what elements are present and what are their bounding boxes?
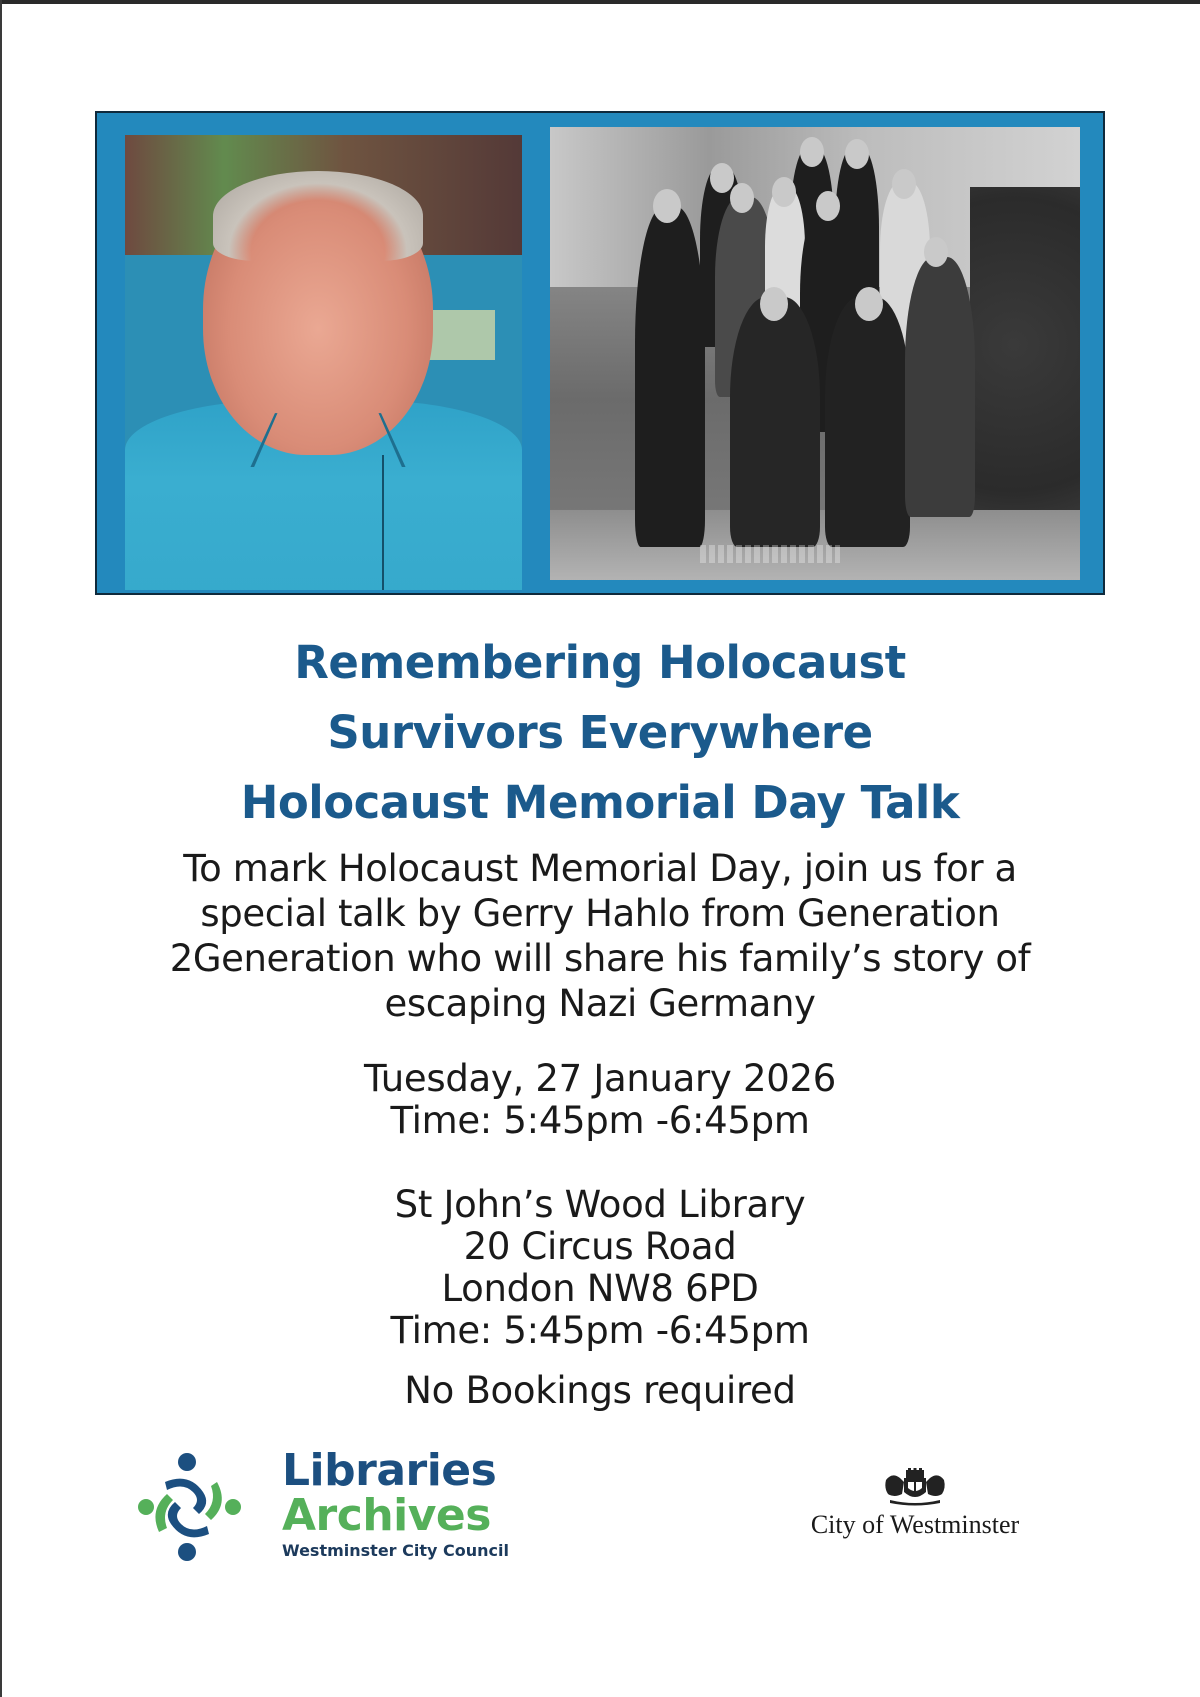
figure-face <box>730 183 754 213</box>
photo-frame <box>95 111 1105 595</box>
libraries-archives-logo <box>137 1445 517 1568</box>
description-line: special talk by Gerry Hahlo from Generation <box>200 892 1000 935</box>
figure <box>635 207 705 547</box>
figure-face <box>816 191 840 221</box>
booking-note: No Bookings required <box>404 1369 796 1412</box>
westminster-name: City of Westminster <box>810 1510 1020 1539</box>
figure-standing <box>905 257 975 517</box>
logo-libraries-word: Libraries <box>282 1445 497 1496</box>
figure-seated <box>825 297 910 547</box>
logo-archives-word: Archives <box>282 1490 491 1541</box>
figure-face <box>800 137 824 167</box>
figure-face <box>653 189 681 223</box>
figure-face <box>892 169 916 199</box>
booking-note-block <box>0 1370 1200 1412</box>
figure-face <box>924 237 948 267</box>
event-date: Tuesday, 27 January 2026 <box>364 1057 836 1100</box>
venue-city-postcode: London NW8 6PD <box>441 1267 759 1310</box>
description-line: escaping Nazi Germany <box>384 982 816 1025</box>
city-of-westminster-logo <box>770 1468 1060 1538</box>
photo-caption-decoration <box>700 545 840 563</box>
portrait-hair <box>213 171 423 261</box>
title-line-2: Survivors Everywhere <box>327 706 873 759</box>
description-line: To mark Holocaust Memorial Day, join us for a <box>183 847 1017 890</box>
title-line-1: Remembering Holocaust <box>294 636 906 689</box>
figure-face <box>760 287 788 321</box>
event-date-block <box>0 1058 1200 1142</box>
venue-time: Time: 5:45pm -6:45pm <box>390 1309 810 1352</box>
event-description <box>0 846 1200 1026</box>
family-group-photo <box>550 127 1080 580</box>
portrait-photo <box>125 135 522 590</box>
figure-face <box>845 139 869 169</box>
figure-face <box>855 287 883 321</box>
title-line-3: Holocaust Memorial Day Talk <box>240 776 960 829</box>
event-time: Time: 5:45pm -6:45pm <box>390 1099 810 1142</box>
venue-name: St John’s Wood Library <box>394 1183 806 1226</box>
figure-face <box>772 177 796 207</box>
people-circle-icon <box>137 1452 243 1562</box>
figure-face <box>710 163 734 193</box>
libraries-logo-text <box>282 1445 509 1562</box>
venue-block <box>0 1184 1200 1352</box>
scan-edge-top <box>0 0 1200 4</box>
logo-council-name: Westminster City Council <box>282 1541 509 1560</box>
description-line: 2Generation who will share his family’s story of <box>169 937 1031 980</box>
figure-seated <box>730 297 820 547</box>
coat-of-arms-icon <box>882 1468 948 1506</box>
venue-street: 20 Circus Road <box>463 1225 737 1268</box>
portrait-shirt-placket <box>382 455 384 590</box>
poster-title <box>0 628 1200 838</box>
